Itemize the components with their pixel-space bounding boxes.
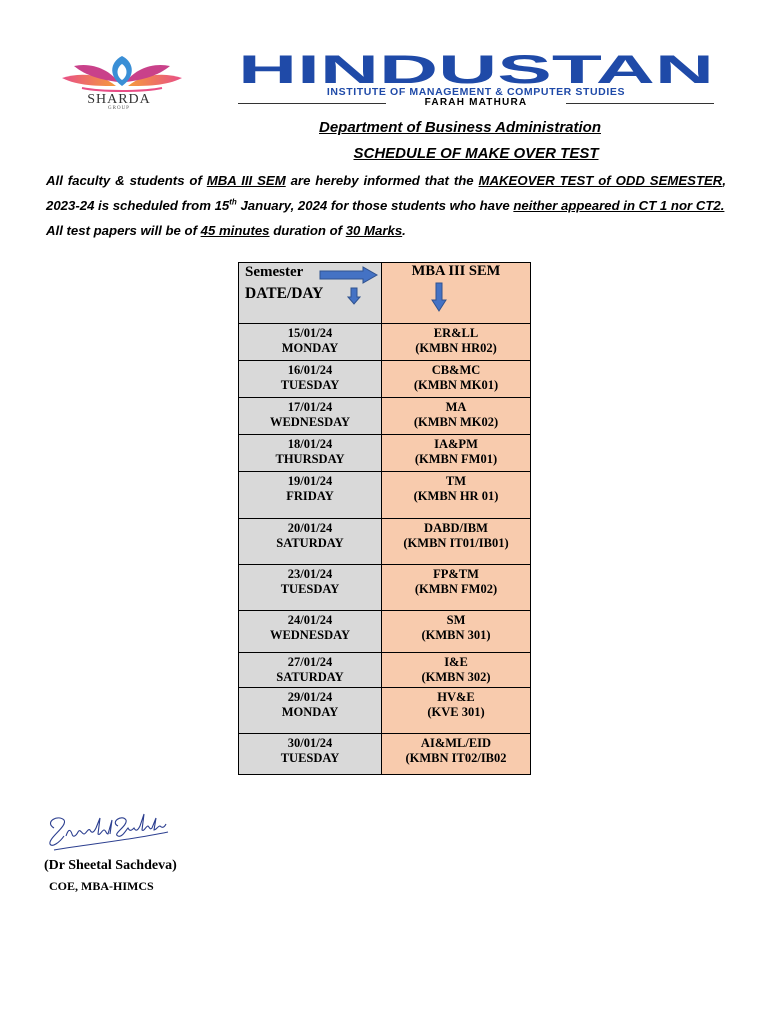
- row-date: 30/01/24: [287, 736, 333, 750]
- duration-text: 45 minutes: [200, 223, 270, 238]
- row-subject: HV&E: [437, 690, 475, 704]
- row-date: 16/01/24: [287, 363, 333, 377]
- date-cell: [239, 611, 382, 653]
- institution-location: [238, 97, 714, 109]
- date-cell: [239, 653, 382, 688]
- date-cell: [239, 565, 382, 611]
- header-semester: [382, 263, 531, 324]
- table-row: [239, 734, 531, 775]
- subject-cell: [382, 611, 531, 653]
- table-row: [239, 435, 531, 472]
- row-day: WEDNESDAY: [269, 415, 351, 429]
- date-cell: [239, 734, 382, 775]
- row-date: 19/01/24: [287, 474, 333, 488]
- table-row: [239, 472, 531, 519]
- row-code: (KMBN IT01/IB01): [403, 536, 509, 550]
- row-subject: SM: [446, 613, 466, 627]
- date-cell: [239, 472, 382, 519]
- row-date: 15/01/24: [287, 326, 333, 340]
- schedule-table: [238, 262, 531, 775]
- row-date: 23/01/24: [287, 567, 333, 581]
- signatory-name: (Dr Sheetal Sachdeva): [44, 858, 177, 873]
- subject-cell: [382, 653, 531, 688]
- department-heading: Department of Business Administration: [319, 119, 601, 136]
- arrow-down-icon: [347, 287, 361, 305]
- eligibility-text: neither appeared in CT 1 nor CT2.: [513, 198, 725, 213]
- row-subject: ER&LL: [433, 326, 479, 340]
- table-row: [239, 611, 531, 653]
- row-subject: CB&MC: [431, 363, 481, 377]
- row-date: 18/01/24: [287, 437, 333, 451]
- row-day: MONDAY: [281, 705, 339, 719]
- date-cell: [239, 519, 382, 565]
- notice-line-3: All test papers will be of 45 minutes duration of 30 Marks.: [46, 223, 406, 238]
- table-row: [239, 688, 531, 734]
- subject-cell: [382, 519, 531, 565]
- sharda-logo-name: SHARDA: [87, 92, 151, 107]
- table-row: [239, 565, 531, 611]
- header-date-day: [239, 263, 382, 324]
- table-row: [239, 653, 531, 688]
- row-subject: AI&ML/EID: [420, 736, 492, 750]
- row-day: THURSDAY: [275, 452, 345, 466]
- row-code: (KMBN IT02/IB02: [405, 751, 507, 765]
- date-cell: [239, 398, 382, 435]
- test-name-text: MAKEOVER TEST of ODD SEMESTER: [478, 173, 723, 188]
- location-text: FARAH MATHURA: [424, 97, 528, 108]
- notice-line-2: 2023-24 is scheduled from 15th January, 2024 for those students who have neither appeared in CT 1 nor CT2.: [46, 197, 725, 213]
- subject-cell: [382, 324, 531, 361]
- notice-line-1: All faculty & students of MBA III SEM are hereby informed that the MAKEOVER TEST of ODD SEMESTER,: [46, 173, 726, 188]
- row-day: TUESDAY: [280, 378, 340, 392]
- row-day: SATURDAY: [276, 670, 344, 684]
- header-semester-name: MBA III SEM: [411, 263, 501, 279]
- row-subject: FP&TM: [433, 567, 479, 581]
- notice-paragraph: [46, 168, 726, 243]
- table-header-row: [239, 263, 531, 324]
- date-cell: [239, 361, 382, 398]
- header-date-day-label: DATE/DAY: [245, 285, 324, 302]
- row-day: SATURDAY: [276, 536, 344, 550]
- header-semester-label: Semester: [245, 264, 304, 280]
- institution-subtitle: INSTITUTE OF MANAGEMENT & COMPUTER STUDIES: [326, 86, 626, 98]
- row-day: FRIDAY: [286, 489, 334, 503]
- row-date: 20/01/24: [287, 521, 333, 535]
- row-day: TUESDAY: [280, 751, 340, 765]
- row-code: (KMBN MK01): [413, 378, 499, 392]
- table-row: [239, 519, 531, 565]
- subject-cell: [382, 565, 531, 611]
- subject-cell: [382, 472, 531, 519]
- semester-text: MBA III SEM: [206, 173, 286, 188]
- row-subject: TM: [445, 474, 467, 488]
- institution-name: HINDUSTAN: [238, 50, 714, 90]
- row-code: (KMBN HR02): [415, 341, 497, 355]
- signatory-designation: COE, MBA-HIMCS: [49, 879, 154, 893]
- date-cell: [239, 324, 382, 361]
- signature-image: [40, 800, 180, 856]
- row-subject: IA&PM: [434, 437, 478, 451]
- row-day: TUESDAY: [280, 582, 340, 596]
- date-cell: [239, 435, 382, 472]
- row-day: MONDAY: [281, 341, 339, 355]
- subject-cell: [382, 361, 531, 398]
- row-code: (KMBN 301): [421, 628, 491, 642]
- page-title: SCHEDULE OF MAKE OVER TEST: [353, 145, 599, 162]
- marks-text: 30 Marks: [345, 223, 403, 238]
- subject-cell: [382, 435, 531, 472]
- sharda-logo-tagline: GROUP: [108, 106, 130, 111]
- institution-title: [236, 50, 716, 90]
- table-row: [239, 398, 531, 435]
- row-subject: I&E: [444, 655, 468, 669]
- subject-cell: [382, 734, 531, 775]
- table-row: [239, 361, 531, 398]
- row-code: (KMBN FM02): [414, 582, 498, 596]
- subject-cell: [382, 688, 531, 734]
- row-date: 27/01/24: [287, 655, 333, 669]
- subject-cell: [382, 398, 531, 435]
- arrow-right-icon: [319, 266, 379, 284]
- row-subject: MA: [445, 400, 467, 414]
- row-code: (KMBN HR 01): [413, 489, 499, 503]
- row-day: WEDNESDAY: [269, 628, 351, 642]
- row-date: 17/01/24: [287, 400, 333, 414]
- row-subject: DABD/IBM: [424, 521, 488, 535]
- table-row: [239, 324, 531, 361]
- row-date: 29/01/24: [287, 690, 333, 704]
- row-code: (KVE 301): [427, 705, 485, 719]
- date-cell: [239, 688, 382, 734]
- row-date: 24/01/24: [287, 613, 333, 627]
- row-code: (KMBN FM01): [414, 452, 498, 466]
- arrow-down-icon: [431, 282, 447, 312]
- row-code: (KMBN MK02): [413, 415, 499, 429]
- row-code: (KMBN 302): [421, 670, 491, 684]
